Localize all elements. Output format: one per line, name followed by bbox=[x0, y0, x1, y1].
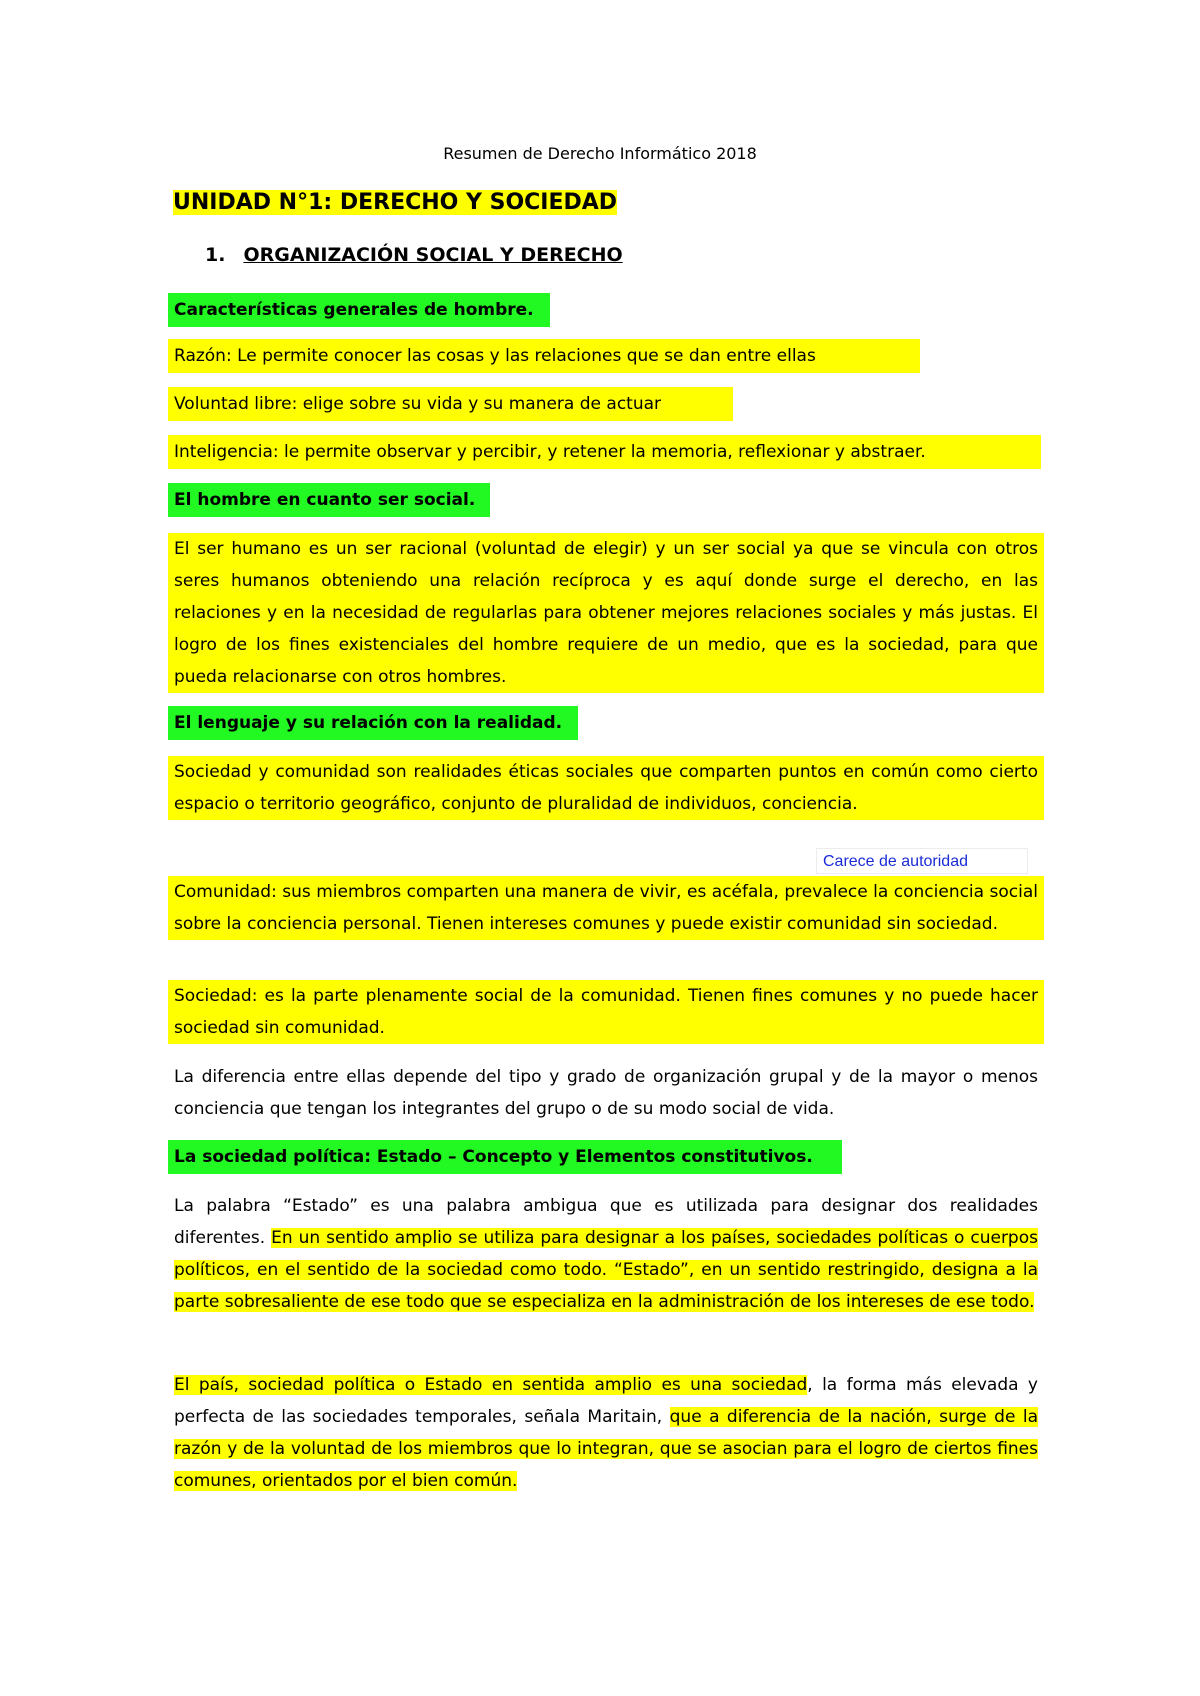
paragraph-pais-highlight-2: que a diferencia de la nación, surge de la razón y de la voluntad de los miembros que lo integran, que se asocian para el logro de ciertos fines comunes, orientados por el bien común. bbox=[174, 1407, 1038, 1491]
heading-caracteristicas: Características generales de hombre. bbox=[168, 293, 550, 327]
paragraph-sociedad-comunidad: Sociedad y comunidad son realidades éticas sociales que comparten puntos en común como cierto espacio o territorio geográfico, conjunto de pluralidad de individuos, conciencia. bbox=[168, 756, 1044, 820]
paragraph-sociedad: Sociedad: es la parte plenamente social de la comunidad. Tienen fines comunes y no puede hacer sociedad sin comunidad. bbox=[168, 980, 1044, 1044]
paragraph-diferencia: La diferencia entre ellas depende del tipo y grado de organización grupal y de la mayor o menos conciencia que tengan los integrantes del grupo o de su modo social de vida. bbox=[174, 1067, 1038, 1119]
heading-lenguaje: El lenguaje y su relación con la realidad. bbox=[168, 706, 578, 740]
paragraph-estado bbox=[168, 1190, 1044, 1318]
section-heading-text: ORGANIZACIÓN SOCIAL Y DERECHO bbox=[243, 244, 623, 266]
section-number: 1. bbox=[205, 244, 226, 266]
paragraph-pais-highlight-1: El país, sociedad política o Estado en sentida amplio es una sociedad bbox=[174, 1375, 808, 1395]
line-voluntad: Voluntad libre: elige sobre su vida y su manera de actuar bbox=[168, 387, 733, 421]
unit-heading-text: UNIDAD N°1: DERECHO Y SOCIEDAD bbox=[173, 190, 618, 215]
heading-sociedad-politica: La sociedad política: Estado – Concepto y Elementos constitutivos. bbox=[168, 1140, 842, 1174]
paragraph-estado-plain: La palabra “Estado” es una palabra ambigua que es utilizada para designar dos realidades diferentes. bbox=[174, 1196, 1038, 1248]
document-title: Resumen de Derecho Informático 2018 bbox=[443, 144, 757, 163]
paragraph-comunidad: Comunidad: sus miembros comparten una manera de vivir, es acéfala, prevalece la conciencia social sobre la conciencia personal. Tienen intereses comunes y puede existir comunidad sin sociedad. bbox=[168, 876, 1044, 940]
line-razon: Razón: Le permite conocer las cosas y las relaciones que se dan entre ellas bbox=[168, 339, 920, 373]
line-inteligencia: Inteligencia: le permite observar y percibir, y retener la memoria, reflexionar y abstraer. bbox=[168, 435, 1041, 469]
paragraph-pais-plain: , la forma más elevada y perfecta de las sociedades temporales, señala Maritain, bbox=[174, 1375, 1038, 1427]
paragraph-ser-humano: El ser humano es un ser racional (voluntad de elegir) y un ser social ya que se vincula con otros seres humanos obteniendo una relación recíproca y es aquí donde surge el derecho, en las relaciones y en la necesidad de regularlas para obtener mejores relaciones sociales y más justas. El logro de los fines existenciales del hombre requiere de un medio, que es la sociedad, para que pueda relacionarse con otros hombres. bbox=[168, 533, 1044, 693]
paragraph-estado-highlight: En un sentido amplio se utiliza para designar a los países, sociedades políticas o cuerpos políticos, en el sentido de la sociedad como todo. “Estado”, en un sentido restringido, designa a la parte sobresaliente de ese todo que se especializa en la administración de los intereses de ese todo. bbox=[174, 1228, 1038, 1312]
unit-heading bbox=[173, 188, 617, 218]
comment-bubble[interactable]: Carece de autoridad bbox=[816, 848, 1028, 874]
heading-hombre-social: El hombre en cuanto ser social. bbox=[168, 483, 490, 517]
paragraph-pais bbox=[168, 1369, 1044, 1497]
section-heading bbox=[205, 242, 623, 268]
